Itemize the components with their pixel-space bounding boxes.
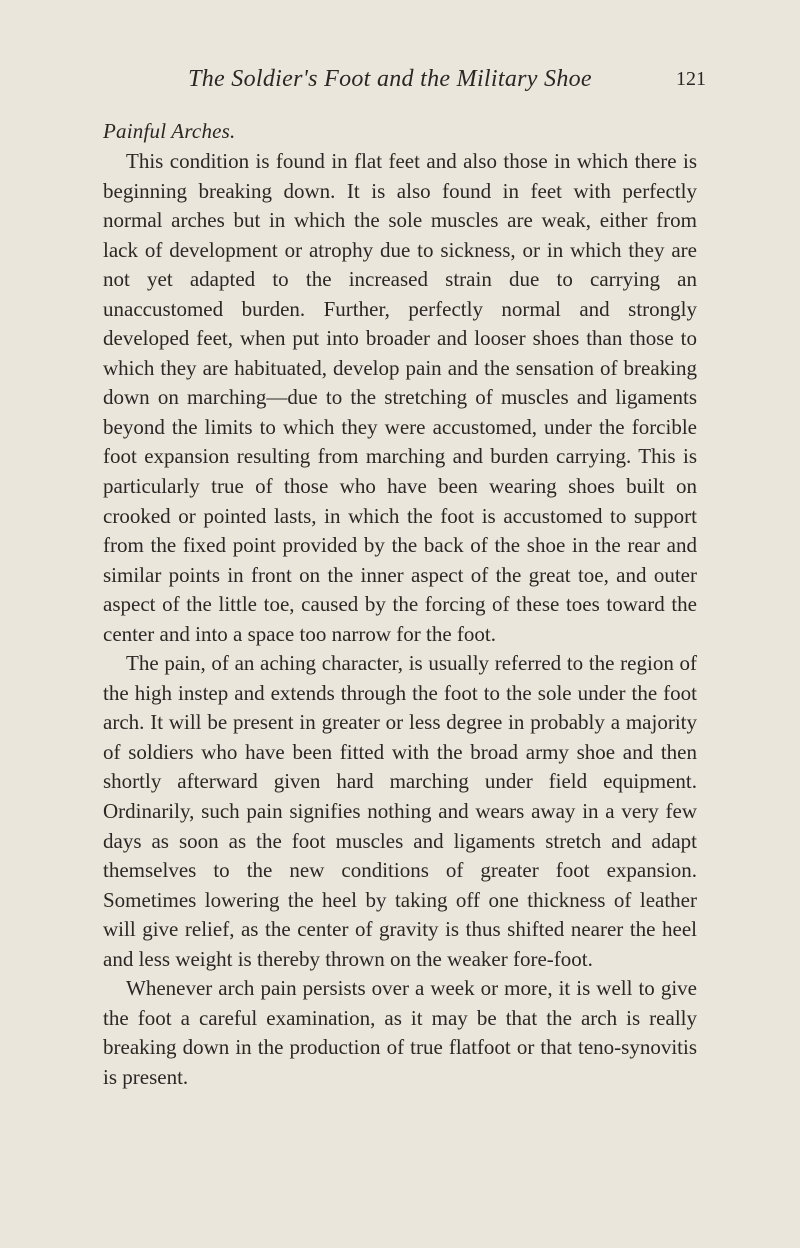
paragraph-1: This condition is found in flat feet and also those in which there is beginning breaking down. It is also found in feet with perfectly normal arches but in which the sole muscles are weak, either from lack of development or atrophy due to sickness, or in which they are not yet adapted to the increased strain due to carrying an unaccustomed burden. Further, perfectly normal and strongly developed feet, when put into broader and looser shoes than those to which they are habituated, develop pain and the sensation of breaking down on marching—due to the stretching of muscles and ligaments beyond the limits to which they were accustomed, under the forcible foot expansion resulting from marching and burden carrying. This is particularly true of those who have been wearing shoes built on crooked or pointed lasts, in which the foot is accustomed to support from the fixed point provided by the back of the shoe in the rear and similar points in front on the inner aspect of the great toe, and outer aspect of the little toe, caused by the forcing of these toes toward the center and into a space too narrow for the foot. [103, 149, 697, 646]
page-body [103, 116, 697, 1093]
section-heading: Painful Arches. [103, 119, 236, 143]
paragraph-3: Whenever arch pain persists over a week or more, it is well to give the foot a careful examination, as it may be that the arch is really breaking down in the production of true flatfoot or that teno-synovitis is present. [103, 976, 697, 1089]
page-number: 121 [676, 68, 706, 90]
page-header [0, 66, 800, 102]
running-title: The Soldier's Foot and the Military Shoe [188, 66, 592, 92]
paragraph-2: The pain, of an aching character, is usually referred to the region of the high instep and extends through the foot to the sole under the foot arch. It will be present in greater or less degree in probably a majority of soldiers who have been fitted with the broad army shoe and then shortly afterward given hard marching under field equipment. Ordinarily, such pain signifies nothing and wears away in a very few days as soon as the foot muscles and ligaments stretch and adapt themselves to the new conditions of greater foot expansion. Sometimes lowering the heel by taking off one thickness of leather will give relief, as the center of gravity is thus shifted nearer the heel and less weight is thereby thrown on the weaker fore-foot. [103, 651, 697, 971]
